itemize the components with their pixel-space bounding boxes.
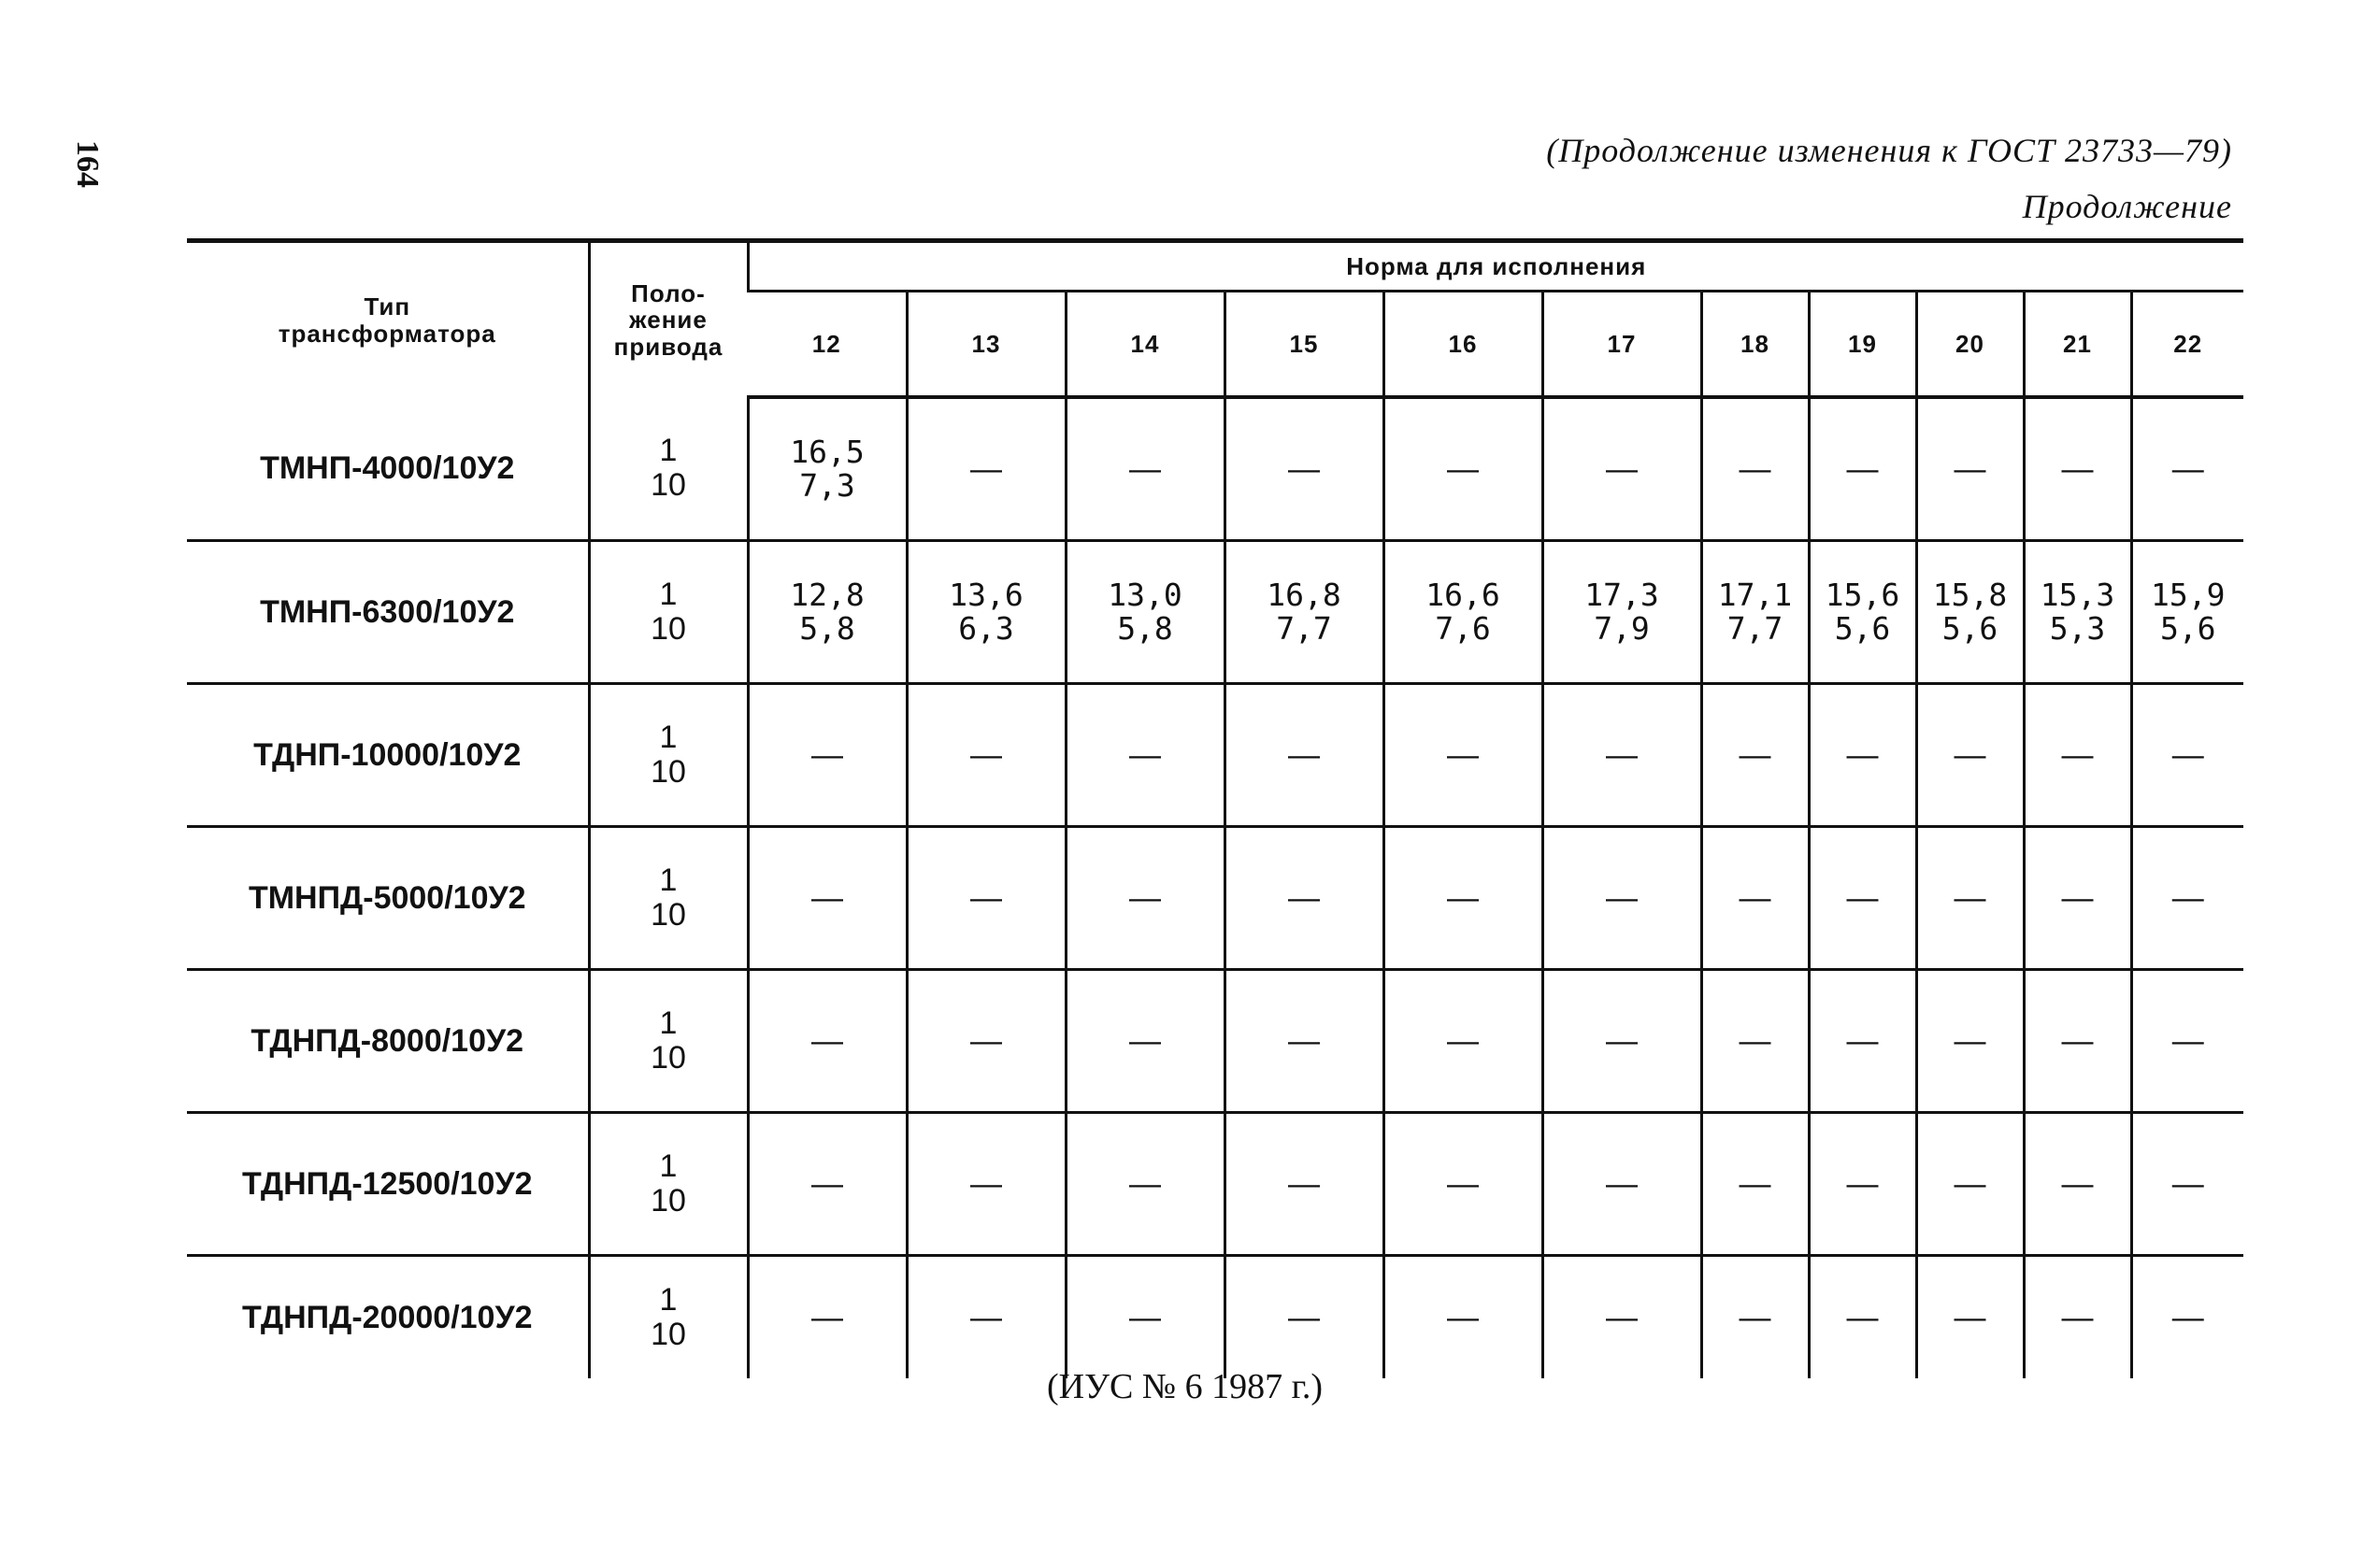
empty-dash: — xyxy=(970,879,1002,916)
empty-dash: — xyxy=(1739,1165,1771,1202)
column-header-14: 14 xyxy=(1066,292,1224,398)
empty-dash: — xyxy=(1954,736,1986,773)
norm-cell-22 xyxy=(2131,541,2243,684)
empty-dash: — xyxy=(1129,1165,1161,1202)
empty-dash: — xyxy=(1288,450,1320,487)
empty-dash: — xyxy=(1288,1022,1320,1059)
norm-cell-21 xyxy=(2024,541,2131,684)
norm-cell-13 xyxy=(907,541,1066,684)
empty-dash: — xyxy=(2171,1165,2204,1202)
drive-position-cell xyxy=(589,541,748,684)
empty-dash: — xyxy=(1954,879,1986,916)
drive-position-value: 1 xyxy=(659,432,678,468)
position-header-line-2: жение xyxy=(629,306,708,335)
norm-cell-19 xyxy=(1809,827,1916,970)
empty-dash: — xyxy=(811,879,843,916)
empty-dash: — xyxy=(1447,1022,1479,1059)
empty-dash: — xyxy=(2061,1165,2094,1202)
empty-dash: — xyxy=(1606,450,1638,487)
empty-dash: — xyxy=(1954,450,1986,487)
empty-dash: — xyxy=(1846,879,1879,916)
norm-value: 12,8 xyxy=(790,576,865,613)
norm-cell-21 xyxy=(2024,397,2131,541)
empty-dash: — xyxy=(1846,450,1879,487)
empty-dash: — xyxy=(1606,1165,1638,1202)
empty-dash: — xyxy=(1288,1299,1320,1335)
norm-value: 17,3 xyxy=(1584,576,1659,613)
empty-dash: — xyxy=(1954,1165,1986,1202)
empty-dash: — xyxy=(970,450,1002,487)
norm-cell-15 xyxy=(1224,1113,1383,1256)
drive-position-cell xyxy=(589,1256,748,1379)
norm-cell-12 xyxy=(748,684,907,827)
norm-cell-18 xyxy=(1701,827,1809,970)
norm-cell-13 xyxy=(907,970,1066,1113)
drive-position-value: 1 xyxy=(659,862,678,898)
norm-cell-18 xyxy=(1701,541,1809,684)
empty-dash: — xyxy=(1606,1299,1638,1335)
norm-value: 13,6 xyxy=(949,576,1024,613)
norm-cell-21 xyxy=(2024,1256,2131,1379)
empty-dash: — xyxy=(1447,1165,1479,1202)
empty-dash: — xyxy=(970,1022,1002,1059)
norm-cell-20 xyxy=(1916,827,2024,970)
norm-cell-22 xyxy=(2131,1256,2243,1379)
empty-dash: — xyxy=(970,736,1002,773)
norm-cell-16 xyxy=(1383,541,1542,684)
empty-dash: — xyxy=(1606,736,1638,773)
drive-position-cell xyxy=(589,970,748,1113)
empty-dash: — xyxy=(970,1165,1002,1202)
empty-dash: — xyxy=(1447,736,1479,773)
page-number: 164 xyxy=(70,140,105,188)
table-row xyxy=(187,397,2243,541)
empty-dash: — xyxy=(1846,736,1879,773)
norm-cell-16 xyxy=(1383,1113,1542,1256)
norm-cell-14 xyxy=(1066,1256,1224,1379)
empty-dash: — xyxy=(1288,1165,1320,1202)
running-head: (Продолжение изменения к ГОСТ 23733—79) xyxy=(1546,132,2232,169)
norm-value: 5,3 xyxy=(2049,610,2106,647)
column-header-18: 18 xyxy=(1701,292,1809,398)
norm-cell-13 xyxy=(907,827,1066,970)
empty-dash: — xyxy=(1606,1022,1638,1059)
empty-dash: — xyxy=(1846,1165,1879,1202)
norm-cell-18 xyxy=(1701,1256,1809,1379)
norm-cell-16 xyxy=(1383,827,1542,970)
norm-value: 17,1 xyxy=(1717,576,1793,613)
transformer-type: ТДНПД-20000/10У2 xyxy=(241,1299,533,1335)
empty-dash: — xyxy=(1129,736,1161,773)
norm-cell-17 xyxy=(1542,397,1701,541)
column-header-15: 15 xyxy=(1224,292,1383,398)
norm-cell-22 xyxy=(2131,397,2243,541)
norm-group-header: Норма для исполнения xyxy=(748,241,2243,292)
norm-value: 7,7 xyxy=(1726,610,1783,647)
drive-position-cell xyxy=(589,827,748,970)
empty-dash: — xyxy=(1739,1022,1771,1059)
empty-dash: — xyxy=(1129,1299,1161,1335)
table-row xyxy=(187,1256,2243,1379)
drive-position-value: 1 xyxy=(659,719,678,755)
norm-cell-20 xyxy=(1916,1256,2024,1379)
column-header-20: 20 xyxy=(1916,292,2024,398)
norm-cell-19 xyxy=(1809,1113,1916,1256)
continuation-label: Продолжение xyxy=(2022,188,2232,225)
empty-dash: — xyxy=(1447,1299,1479,1335)
drive-position-value: 10 xyxy=(651,1317,686,1352)
norm-cell-16 xyxy=(1383,970,1542,1113)
norm-cell-15 xyxy=(1224,827,1383,970)
drive-position-cell xyxy=(589,1113,748,1256)
drive-position-value: 1 xyxy=(659,1281,678,1318)
type-header-line-2: трансформатора xyxy=(278,319,496,348)
norms-table xyxy=(187,238,2243,1378)
norm-cell-22 xyxy=(2131,827,2243,970)
empty-dash: — xyxy=(1954,1299,1986,1335)
transformer-type: ТДНПД-12500/10У2 xyxy=(187,1113,589,1256)
table-row xyxy=(187,684,2243,827)
empty-dash: — xyxy=(1129,450,1161,487)
empty-dash: — xyxy=(2171,450,2204,487)
type-column-header xyxy=(187,241,589,398)
empty-dash: — xyxy=(970,1299,1002,1335)
column-header-16: 16 xyxy=(1383,292,1542,398)
empty-dash: — xyxy=(2061,1022,2094,1059)
empty-dash: — xyxy=(1739,736,1771,773)
column-header-12: 12 xyxy=(748,292,907,398)
empty-dash: — xyxy=(2061,1299,2094,1335)
norm-cell-16 xyxy=(1383,397,1542,541)
empty-dash: — xyxy=(811,736,843,773)
drive-position-cell xyxy=(589,397,748,541)
empty-dash: — xyxy=(1846,1022,1879,1059)
empty-dash: — xyxy=(1739,879,1771,916)
empty-dash: — xyxy=(1129,1022,1161,1059)
empty-dash: — xyxy=(1846,1299,1879,1335)
transformer-type: ТМНП-4000/10У2 xyxy=(187,397,589,541)
table-row xyxy=(187,1113,2243,1256)
empty-dash: — xyxy=(811,1022,843,1059)
norm-cell-20 xyxy=(1916,684,2024,827)
norm-value: 7,9 xyxy=(1594,610,1650,647)
norm-cell-12 xyxy=(748,541,907,684)
empty-dash: — xyxy=(2061,450,2094,487)
drive-position-value: 1 xyxy=(659,576,678,612)
column-header-13: 13 xyxy=(907,292,1066,398)
norm-cell-22 xyxy=(2131,970,2243,1113)
norm-cell-16 xyxy=(1383,684,1542,827)
empty-dash: — xyxy=(2171,1022,2204,1059)
table-row xyxy=(187,970,2243,1113)
norm-cell-21 xyxy=(2024,827,2131,970)
norm-value: 15,3 xyxy=(2040,576,2115,613)
norm-value: 5,8 xyxy=(799,610,855,647)
norm-cell-20 xyxy=(1916,397,2024,541)
norm-cell-22 xyxy=(2131,1113,2243,1256)
empty-dash: — xyxy=(2061,879,2094,916)
norm-cell-12 xyxy=(748,1113,907,1256)
empty-dash: — xyxy=(2171,1299,2204,1335)
drive-position-value: 10 xyxy=(651,467,686,503)
column-header-17: 17 xyxy=(1542,292,1701,398)
norm-cell-17 xyxy=(1542,541,1701,684)
norm-value: 5,6 xyxy=(2159,610,2216,647)
norm-cell-22 xyxy=(2131,684,2243,827)
column-header-21: 21 xyxy=(2024,292,2131,398)
empty-dash: — xyxy=(1739,450,1771,487)
norm-cell-17 xyxy=(1542,827,1701,970)
norm-cell-18 xyxy=(1701,397,1809,541)
norm-cell-20 xyxy=(1916,970,2024,1113)
drive-position-cell xyxy=(589,684,748,827)
empty-dash: — xyxy=(1606,879,1638,916)
norm-cell-14 xyxy=(1066,541,1224,684)
norm-value: 15,6 xyxy=(1825,576,1900,613)
norm-cell-15 xyxy=(1224,1256,1383,1379)
drive-position-value: 1 xyxy=(659,1005,678,1041)
norm-cell-12 xyxy=(748,970,907,1113)
norm-cell-19 xyxy=(1809,541,1916,684)
transformer-type: ТДНПД-8000/10У2 xyxy=(187,970,589,1113)
empty-dash: — xyxy=(1954,1022,1986,1059)
norm-cell-21 xyxy=(2024,684,2131,827)
norm-cell-15 xyxy=(1224,397,1383,541)
norm-cell-14 xyxy=(1066,827,1224,970)
norm-value: 7,3 xyxy=(799,467,855,504)
norm-cell-15 xyxy=(1224,541,1383,684)
norm-value: 16,8 xyxy=(1267,576,1341,613)
empty-dash: — xyxy=(1129,879,1161,916)
norm-cell-19 xyxy=(1809,970,1916,1113)
empty-dash: — xyxy=(1447,450,1479,487)
drive-position-value: 10 xyxy=(651,1040,686,1076)
norm-cell-12 xyxy=(748,827,907,970)
norm-cell-13 xyxy=(907,1256,1066,1379)
norm-cell-18 xyxy=(1701,684,1809,827)
norm-cell-17 xyxy=(1542,970,1701,1113)
drive-position-value: 10 xyxy=(651,611,686,647)
norm-cell-13 xyxy=(907,397,1066,541)
norm-value: 16,5 xyxy=(790,433,865,470)
norm-cell-19 xyxy=(1809,397,1916,541)
position-header-line-1: Поло- xyxy=(631,278,706,307)
drive-position-value: 10 xyxy=(651,754,686,790)
norm-cell-14 xyxy=(1066,1113,1224,1256)
empty-dash: — xyxy=(1447,879,1479,916)
empty-dash: — xyxy=(811,1165,843,1202)
transformer-type: ТМНП-6300/10У2 xyxy=(187,541,589,684)
norm-value: 15,9 xyxy=(2151,576,2226,613)
norm-cell-13 xyxy=(907,1113,1066,1256)
norm-cell-17 xyxy=(1542,684,1701,827)
norm-cell-17 xyxy=(1542,1256,1701,1379)
norm-cell-19 xyxy=(1809,684,1916,827)
transformer-type: ТДНП-10000/10У2 xyxy=(187,684,589,827)
empty-dash: — xyxy=(2061,736,2094,773)
position-header-line-3: привода xyxy=(613,332,723,361)
empty-dash: — xyxy=(811,1299,843,1335)
empty-dash: — xyxy=(2171,736,2204,773)
norm-value: 16,6 xyxy=(1425,576,1500,613)
column-header-22: 22 xyxy=(2131,292,2243,398)
norm-cell-20 xyxy=(1916,541,2024,684)
transformer-type: ТМНПД-5000/10У2 xyxy=(187,827,589,970)
norm-value: 5,8 xyxy=(1117,610,1173,647)
norm-value: 6,3 xyxy=(958,610,1014,647)
drive-position-value: 1 xyxy=(659,1147,678,1184)
column-header-19: 19 xyxy=(1809,292,1916,398)
norm-value: 5,6 xyxy=(1941,610,1998,647)
norm-cell-14 xyxy=(1066,397,1224,541)
position-column-header xyxy=(589,241,748,398)
norm-value: 5,6 xyxy=(1834,610,1891,647)
norm-cell-18 xyxy=(1701,970,1809,1113)
norm-value: 13,0 xyxy=(1108,576,1182,613)
empty-dash: — xyxy=(1739,1299,1771,1335)
norm-value: 7,6 xyxy=(1435,610,1491,647)
norm-cell-12 xyxy=(748,397,907,541)
table-row xyxy=(187,541,2243,684)
norm-cell-21 xyxy=(2024,970,2131,1113)
norm-cell-17 xyxy=(1542,1113,1701,1256)
norm-value: 7,7 xyxy=(1276,610,1332,647)
norm-cell-12 xyxy=(748,1256,907,1379)
empty-dash: — xyxy=(1288,736,1320,773)
norm-cell-19 xyxy=(1809,1256,1916,1379)
norm-cell-20 xyxy=(1916,1113,2024,1256)
table-row xyxy=(187,827,2243,970)
norm-cell-14 xyxy=(1066,684,1224,827)
type-header-line-1: Тип xyxy=(364,292,411,321)
drive-position-value: 10 xyxy=(651,897,686,933)
empty-dash: — xyxy=(2171,879,2204,916)
drive-position-value: 10 xyxy=(651,1183,686,1219)
norm-cell-15 xyxy=(1224,970,1383,1113)
norm-cell-15 xyxy=(1224,684,1383,827)
norm-cell-18 xyxy=(1701,1113,1809,1256)
empty-dash: — xyxy=(1288,879,1320,916)
norm-cell-14 xyxy=(1066,970,1224,1113)
norm-cell-16 xyxy=(1383,1256,1542,1379)
norm-value: 15,8 xyxy=(1932,576,2008,613)
norm-cell-13 xyxy=(907,684,1066,827)
footnote: (ИУС № 6 1987 г.) xyxy=(1047,1367,1324,1406)
norm-cell-21 xyxy=(2024,1113,2131,1256)
